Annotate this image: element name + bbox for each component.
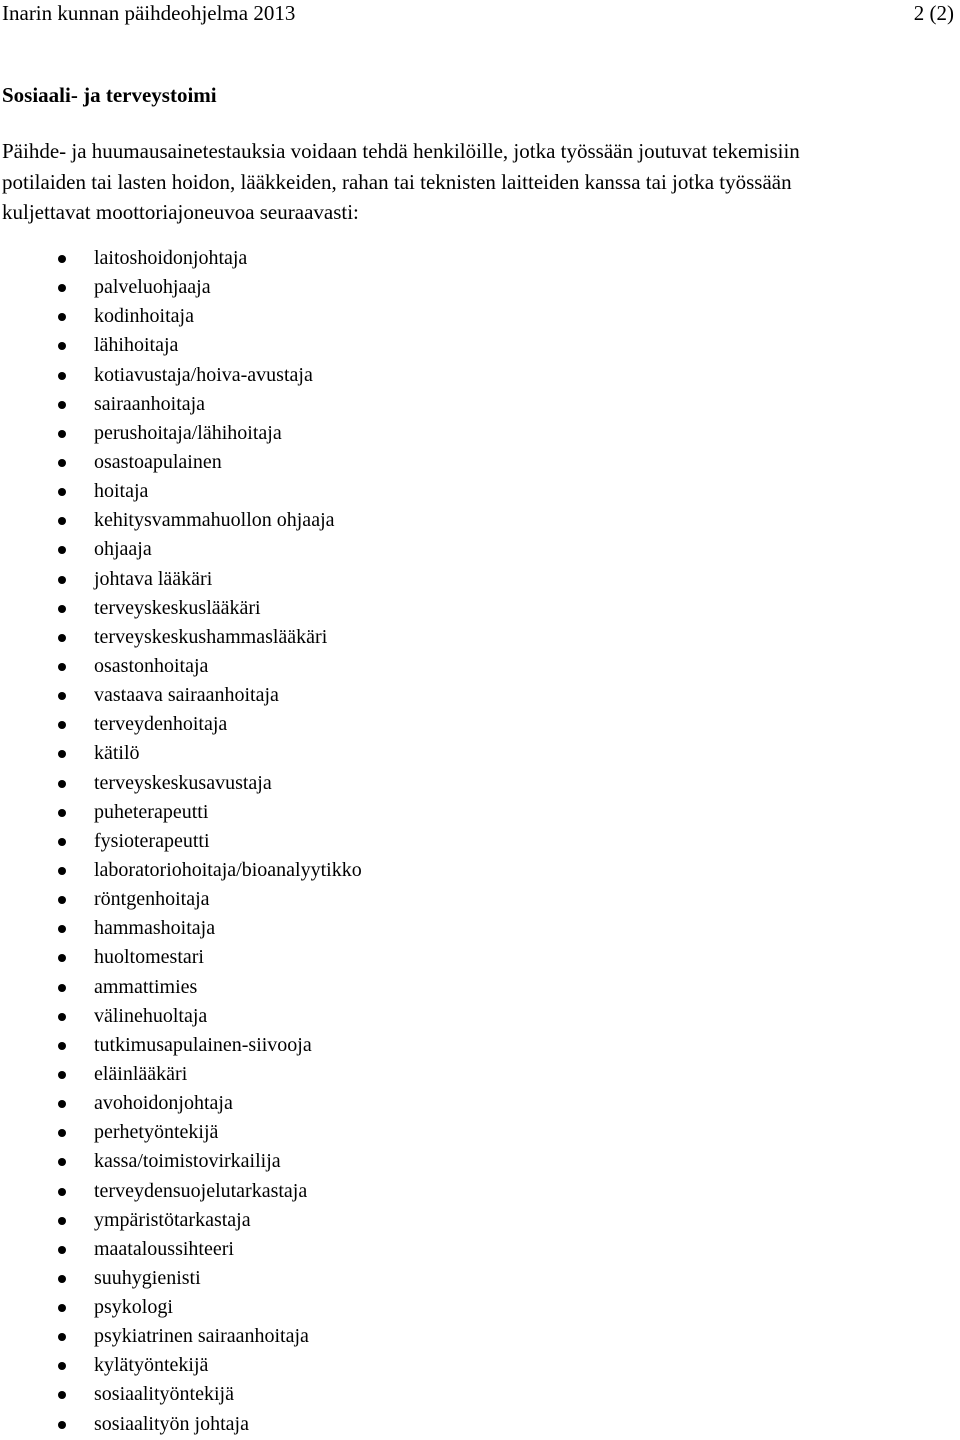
bullet-icon: [58, 255, 66, 263]
list-item: [0, 914, 362, 943]
list-item-label: osastonhoitaja: [94, 654, 209, 677]
list-item: [0, 302, 362, 331]
list-item-label: eläinlääkäri: [94, 1062, 188, 1085]
list-item: [0, 1177, 362, 1206]
bullet-icon: [58, 517, 66, 525]
list-item-label: hoitaja: [94, 480, 149, 503]
list-item-label: terveydenhoitaja: [94, 713, 228, 736]
list-item-label: laboratoriohoitaja/bioanalyytikko: [94, 858, 362, 881]
bullet-icon: [58, 488, 66, 496]
page-header: [2, 0, 954, 30]
bullet-icon: [58, 605, 66, 613]
bullet-icon: [58, 663, 66, 671]
bullet-icon: [58, 1129, 66, 1137]
bullet-icon: [58, 284, 66, 292]
intro-line: potilaiden tai lasten hoidon, lääkkeiden, rahan tai teknisten laitteiden kanssa tai jotka työssään: [2, 169, 792, 194]
list-item: [0, 535, 362, 564]
bullet-icon: [58, 1158, 66, 1166]
list-item-label: johtava lääkäri: [94, 567, 213, 590]
bullet-icon: [58, 459, 66, 467]
list-item: [0, 390, 362, 419]
list-item-label: välinehuoltaja: [94, 1004, 208, 1027]
list-item-label: hammashoitaja: [94, 917, 216, 940]
list-item-label: terveyskeskuslääkäri: [94, 596, 261, 619]
list-item: [0, 1002, 362, 1031]
bullet-icon: [58, 313, 66, 321]
list-item-label: tutkimusapulainen-siivooja: [94, 1033, 312, 1056]
list-item-label: kylätyöntekijä: [94, 1354, 209, 1377]
list-item: [0, 331, 362, 360]
bullet-icon: [58, 750, 66, 758]
bullet-icon: [58, 867, 66, 875]
bullet-icon: [58, 430, 66, 438]
list-item-label: maataloussihteeri: [94, 1237, 234, 1260]
bullet-icon: [58, 342, 66, 350]
bullet-icon: [58, 1188, 66, 1196]
list-item: [0, 1351, 362, 1380]
bullet-icon: [58, 1071, 66, 1079]
list-item-label: suuhygienisti: [94, 1266, 201, 1289]
list-item: [0, 1031, 362, 1060]
bullet-icon: [58, 925, 66, 933]
list-item-label: osastoapulainen: [94, 450, 222, 473]
list-item-label: röntgenhoitaja: [94, 888, 210, 911]
list-item: [0, 885, 362, 914]
list-item: [0, 1089, 362, 1118]
bullet-icon: [58, 1304, 66, 1312]
page-number: 2 (2): [913, 1, 954, 25]
bullet-icon: [58, 780, 66, 788]
list-item-label: terveyskeskusavustaja: [94, 771, 272, 794]
list-item-label: huoltomestari: [94, 946, 204, 969]
list-item: [0, 1410, 362, 1439]
list-item: [0, 1322, 362, 1351]
bullet-icon: [58, 721, 66, 729]
list-item: [0, 681, 362, 710]
list-item-label: ympäristötarkastaja: [94, 1208, 251, 1231]
list-item: [0, 1293, 362, 1322]
list-item: [0, 361, 362, 390]
list-item: [0, 448, 362, 477]
bullet-icon: [58, 1217, 66, 1225]
list-item: [0, 477, 362, 506]
list-item-label: puheterapeutti: [94, 800, 209, 823]
intro-paragraph: [2, 136, 952, 228]
bullet-icon: [58, 954, 66, 962]
list-item: [0, 1147, 362, 1176]
list-item-label: sosiaalityön johtaja: [94, 1412, 249, 1435]
list-item-label: terveydensuojelutarkastaja: [94, 1179, 308, 1202]
list-item: [0, 710, 362, 739]
list-item-label: vastaava sairaanhoitaja: [94, 684, 279, 707]
list-item-label: kätilö: [94, 742, 140, 765]
list-item: [0, 769, 362, 798]
list-item-label: palveluohjaaja: [94, 276, 211, 299]
list-item-label: fysioterapeutti: [94, 829, 210, 852]
list-item-label: ammattimies: [94, 975, 198, 998]
bullet-icon: [58, 1333, 66, 1341]
list-item: [0, 244, 362, 273]
list-item: [0, 856, 362, 885]
list-item: [0, 594, 362, 623]
bullet-icon: [58, 372, 66, 380]
list-item: [0, 1380, 362, 1409]
list-item-label: sosiaalityöntekijä: [94, 1383, 234, 1406]
list-item: [0, 1264, 362, 1293]
list-item: [0, 419, 362, 448]
bullet-icon: [58, 401, 66, 409]
list-item-label: perhetyöntekijä: [94, 1121, 219, 1144]
list-item: [0, 506, 362, 535]
bullet-icon: [58, 1100, 66, 1108]
list-item: [0, 798, 362, 827]
list-item: [0, 1060, 362, 1089]
bullet-icon: [58, 1275, 66, 1283]
list-item: [0, 973, 362, 1002]
list-item-label: avohoidonjohtaja: [94, 1092, 233, 1115]
intro-line: Päihde- ja huumausainetestauksia voidaan tehdä henkilöille, jotka työssään joutuvat tekemisiin: [2, 139, 800, 163]
document-title: Inarin kunnan päihdeohjelma 2013: [2, 1, 296, 25]
bullet-icon: [58, 1391, 66, 1399]
job-title-list: [0, 244, 362, 1439]
bullet-icon: [58, 634, 66, 642]
list-item: [0, 565, 362, 594]
list-item-label: kehitysvammahuollon ohjaaja: [94, 509, 335, 532]
bullet-icon: [58, 809, 66, 817]
bullet-icon: [58, 838, 66, 846]
list-item-label: kodinhoitaja: [94, 305, 194, 328]
bullet-icon: [58, 576, 66, 584]
list-item-label: kotiavustaja/hoiva-avustaja: [94, 363, 313, 386]
list-item-label: perushoitaja/lähihoitaja: [94, 421, 282, 444]
section-heading: Sosiaali- ja terveystoimi: [2, 83, 217, 107]
bullet-icon: [58, 1013, 66, 1021]
list-item: [0, 623, 362, 652]
list-item-label: lähihoitaja: [94, 334, 179, 357]
bullet-icon: [58, 896, 66, 904]
list-item: [0, 1118, 362, 1147]
list-item-label: psykologi: [94, 1296, 173, 1319]
list-item: [0, 1235, 362, 1264]
bullet-icon: [58, 1042, 66, 1050]
list-item: [0, 652, 362, 681]
bullet-icon: [58, 692, 66, 700]
list-item-label: ohjaaja: [94, 538, 152, 561]
list-item: [0, 827, 362, 856]
list-item-label: psykiatrinen sairaanhoitaja: [94, 1325, 309, 1348]
list-item: [0, 1206, 362, 1235]
bullet-icon: [58, 1362, 66, 1370]
list-item: [0, 273, 362, 302]
list-item: [0, 739, 362, 768]
list-item-label: terveyskeskushammaslääkäri: [94, 625, 328, 648]
bullet-icon: [58, 1421, 66, 1429]
bullet-icon: [58, 984, 66, 992]
intro-line: kuljettavat moottoriajoneuvoa seuraavasti:: [2, 200, 359, 224]
bullet-icon: [58, 546, 66, 554]
list-item: [0, 943, 362, 972]
list-item-label: laitoshoidonjohtaja: [94, 247, 248, 269]
bullet-icon: [58, 1246, 66, 1254]
list-item-label: kassa/toimistovirkailija: [94, 1150, 281, 1173]
list-item-label: sairaanhoitaja: [94, 392, 206, 415]
